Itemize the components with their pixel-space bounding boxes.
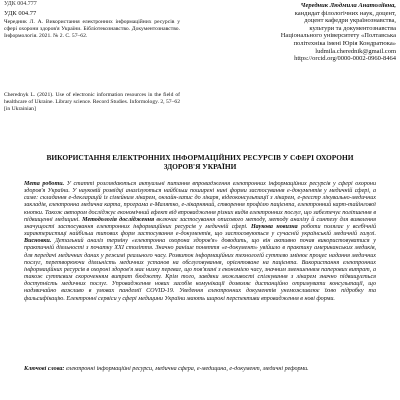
author-email: ludmila.cherednik@gmail.com [315,47,396,55]
method-text: включає застосування описового методу, методу аналізу й синтезу для виявлення значущості застосування електронних інформаційних ресурсів у медичній сфері. [24,216,376,230]
author-name: Чередник Людмила Анатоліївна, [300,2,396,9]
keywords-label: Ключові слова: [24,366,65,372]
method-label: Методологія дослідження [82,216,155,223]
author-block [196,2,396,92]
author-orcid: https://orcid.org/0000-0002-0960-8464 [294,55,396,63]
abstract-body [24,181,376,367]
citation-ukrainian: Чередник Л. А. Використання електронних інформаційних ресурсів у сфері охорони здоров'я України. Бібліотекознавство. Документознавство. Інформологія. 2021. № 2. С. 57–62. [4,19,180,39]
header-top-line: УДК 004.777 [4,1,37,7]
author-degree: кандидат філологічних наук, доцент, [294,9,396,17]
conclusions-text: Детальний аналіз терміну «електронна охорона здоров'я» доводить, що він активно почав використовуватися у практичній діяльності з початку XXI століття. Значно раніше поняття «е-документ» увійшло в практику американських медиків, для передачі медичних даних у режимі реального часу. Розвиток інформаційних технологій суттєво змінює процес надання медичних послуг, перетворюючи діяльність медичних установ на обслуговування, орієнтоване на пацієнта. Використання електронних інформаційних ресурсів в охороні здоров'я має низку переваг, що пов'язані з економією часу, значним зменшенням паперових витрат, а також суттєвим скороченням витрат бюджету. Крім того, завдяки можливості спілкування з лікарем значно підвищується доступність медичних послуг. Упровадження нових засобів комунікації дозволяє дистанційно отримувати консультації, що надзвичайно важливо в умовах пандемії COVID-19. Уведення електронних документів унеможливлює їхню підробку та фальсифікацію. Електронні сервіси у сфері медицини України мають широкі перспективи впровадження в нові форми. [24,238,376,302]
keywords-text: електронні інформаційні ресурси, медична сфера, е-медицина, е-документ, медичні реформи. [64,366,309,372]
author-position: доцент кафедри українознавства, [304,17,396,25]
conclusions-label: Висновки. [24,238,52,245]
author-university-name: політехніка імені Юрія Кондратюка» [293,39,396,47]
goal-text: У статті розглядаються актуальні питання впровадження електронних інформаційних ресурсів у сфері охорони здоров'я України. У науковій розвідці аналізуються найбільш поширені нині форми застосування е-документів у медичній сфері, а саме: складання е-декларацій із сімейним лікарем, онлайн-запис до лікаря, відеоконсультації з лікарем, е-реєстр лікувально-медичних закладів, електронна медична карта, програма е-Малятко, е-лікарняний, створення профілю пацієнта, електронний карт-тайінгової кнопки. Також автором досліджує економічний ефект від впровадження різних видів електронних послуг, що забезпечує поліпшення в підвищенні медицині. [24,181,376,223]
author-university: Національного університету «Полтавська [280,32,396,40]
article-title: ВИКОРИСТАННЯ ЕЛЕКТРОННИХ ІНФОРМАЦІЙНИХ РЕСУРСІВ У СФЕРІ ОХОРОНИ ЗДОРОВ'Я УКРАЇНИ [46,153,354,171]
goal-label: Мета роботи. [24,181,65,187]
keywords [24,366,376,386]
author-department: культури та документознавства [309,24,396,32]
novelty-label: Наукова новизна [250,223,298,230]
citation-english: Cherednyk L. (2021). Use of electronic information resources in the field of healthcare of Ukraine. Library science. Record Studies. Informology. 2, 57–62 [in Ukrainian] [4,92,180,112]
udk-code: УДК 004.77 [4,10,37,17]
novelty-text: роботи полягає у всебічній характеристиці найбільш типових форм застосування е-документів, що застосовуються у сучасній українській медичній галузі. [24,223,376,238]
